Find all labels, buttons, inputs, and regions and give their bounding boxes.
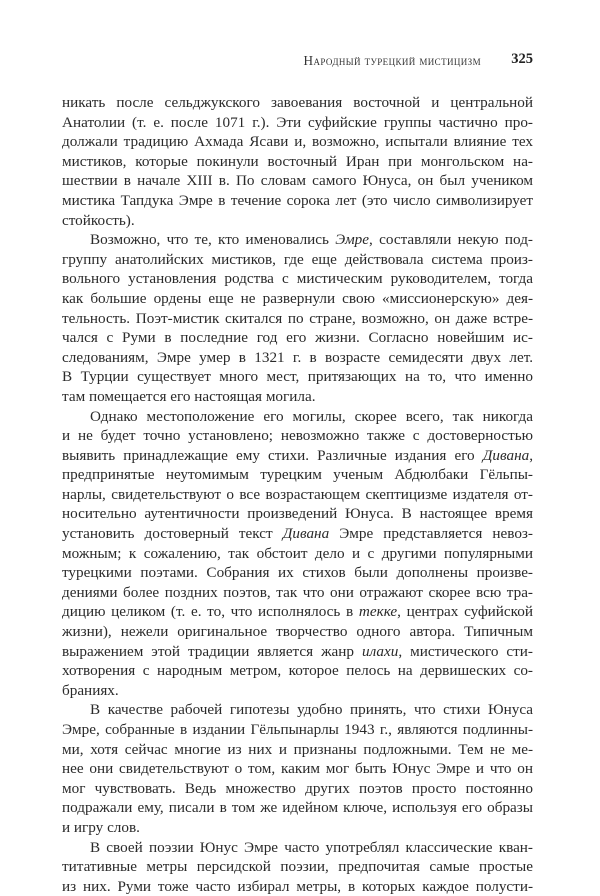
text-line: [62, 191, 533, 211]
text-line: [62, 309, 533, 329]
text-line: [62, 328, 533, 348]
text-run: мистика Тапдука Эмре в течение сорока лет (это число символизирует: [62, 191, 533, 209]
paragraph: [62, 700, 533, 837]
text-run: В своей поэзии Юнус Эмре часто употреблял классические кван-: [90, 838, 533, 856]
text-run: Возможно, что те, кто именовались: [90, 231, 336, 249]
text-run: группу анатолийских мистиков, где еще действовала система произ-: [62, 250, 533, 268]
text-line: [62, 93, 533, 113]
running-header: [62, 51, 533, 71]
paragraph: [62, 230, 533, 406]
text-run: Эмре, собранные в издании Гёльпынарлы 1943 г., являются подлинны-: [62, 721, 533, 738]
text-run: носительно аутентичности произведений Юнуса. В настоящее время: [62, 505, 533, 523]
text-run: никать после сельджукского завоевания восточной и центральной: [62, 94, 533, 111]
page-number: 325: [511, 51, 533, 67]
text-line: [62, 407, 533, 427]
text-line: [62, 113, 533, 133]
text-run: мог чувствовать. Ведь множество других поэтов просто постоянно: [62, 779, 533, 797]
text-run: как большие ордены еще не развернули свою «миссионерскую» дея-: [62, 289, 533, 307]
text-run: , мистического сти-: [398, 642, 533, 660]
text-line: [62, 387, 533, 407]
text-run: выявить принадлежащие ему стихи. Различные издания его: [62, 446, 483, 464]
text-line: [62, 681, 533, 701]
italic-term: Дивана: [282, 525, 330, 543]
text-run: турецкими поэтами. Собрания их стихов были дополнены произве-: [62, 564, 533, 582]
text-line: [62, 544, 533, 564]
text-line: [62, 563, 533, 583]
text-line: [62, 250, 533, 270]
text-run: установить достоверный текст: [62, 525, 283, 543]
text-line: [62, 171, 533, 191]
text-line: [62, 642, 533, 662]
text-line: [62, 289, 533, 309]
text-run: там помещается его настоящая могила.: [62, 387, 316, 405]
text-line: [62, 602, 533, 622]
body-text: [62, 93, 533, 896]
text-line: [62, 818, 533, 838]
text-run: и игру слов.: [62, 818, 140, 836]
text-line: [62, 132, 533, 152]
text-run: можным; к сожалению, так обстоит дело и с другими популярными: [62, 544, 533, 562]
text-run: шествии в начале XIII в. По словам самого Юнуса, он был учеником: [62, 172, 533, 190]
italic-term: Эмре: [335, 231, 370, 249]
text-line: [62, 759, 533, 779]
text-line: [62, 524, 533, 544]
text-line: [62, 720, 533, 740]
text-run: , составляли некую под-: [369, 231, 533, 249]
text-run: должали традицию Ахмада Ясави и, возможно, испытали влияние тех: [62, 133, 533, 151]
text-run: жизни), нежели оригинальное творчество одного автора. Типичным: [62, 623, 533, 641]
text-line: [62, 622, 533, 642]
italic-term: илахи: [361, 642, 399, 660]
text-line: [62, 446, 533, 466]
text-run: нее они свидетельствуют о том, каким мог быть Юнус Эмре и что он: [62, 760, 533, 778]
text-line: [62, 348, 533, 368]
text-run: , центрах суфийской: [397, 603, 533, 621]
text-line: [62, 857, 533, 877]
text-line: [62, 230, 533, 250]
paragraph: [62, 93, 533, 230]
text-run: нарлы, свидетельствуют о все возрастающем скептицизме издателя от-: [62, 485, 533, 503]
text-run: выражением этой традиции является жанр: [62, 642, 362, 660]
text-run: хотворения с народным метром, которое пелось на дервишеских со-: [62, 662, 533, 680]
text-run: предпринятые неутомимым турецким ученым Абдюлбаки Гёльпы-: [62, 466, 533, 484]
text-run: титативные метры персидской поэзии, предпочитая самые простые: [62, 858, 533, 876]
text-run: чался с Руми в последние год его жизни. Согласно новейшим ис-: [62, 329, 533, 347]
text-line: [62, 700, 533, 720]
text-line: [62, 367, 533, 387]
text-line: [62, 798, 533, 818]
paragraph: [62, 838, 533, 896]
text-run: дицию целиком (т. е. то, что исполнялось в: [62, 603, 359, 621]
text-run: тельность. Поэт-мистик скитался по стране, возможно, он даже встре-: [62, 309, 533, 327]
text-line: [62, 877, 533, 896]
text-run: из них. Руми тоже часто избирал метры, в которых каждое полусти-: [62, 877, 533, 895]
text-run: подражали ему, писали в том же идейном ключе, используя его образы: [62, 799, 533, 817]
text-line: [62, 426, 533, 446]
text-run: вольного установления родства с мистическим руководителем, тогда: [62, 270, 533, 288]
text-line: [62, 152, 533, 172]
text-run: браниях.: [62, 681, 119, 699]
text-run: и не будет точно установлено; невозможно также с достоверностью: [62, 427, 533, 445]
text-line: [62, 779, 533, 799]
text-run: ми, хотя сейчас многие из них и признаны подложными. Тем не ме-: [62, 740, 533, 758]
text-line: [62, 661, 533, 681]
text-run: В Турции существует много мест, притязающих на то, что именно: [62, 368, 533, 386]
running-title: Народный турецкий мистицизм: [303, 53, 481, 68]
text-line: [62, 504, 533, 524]
text-line: [62, 838, 533, 858]
text-run: Анатолии (т. е. после 1071 г.). Эти суфийские группы частично про-: [62, 113, 533, 131]
text-line: [62, 485, 533, 505]
text-run: Однако местоположение его могилы, скорее всего, так никогда: [90, 407, 533, 425]
text-line: [62, 740, 533, 760]
text-line: [62, 465, 533, 485]
text-line: [62, 211, 533, 231]
text-run: ,: [529, 446, 533, 464]
italic-term: Дивана: [482, 446, 530, 464]
text-run: мистиков, которые покинули восточный Иран при монгольском на-: [62, 152, 533, 170]
text-run: следованиям, Эмре умер в 1321 г. в возрасте семидесяти двух лет.: [62, 348, 533, 366]
text-line: [62, 269, 533, 289]
text-line: [62, 583, 533, 603]
text-run: В качестве рабочей гипотезы удобно принять, что стихи Юнуса: [90, 701, 533, 719]
text-run: дениями более поздних поэтов, так что они отражают скорее всю тра-: [62, 583, 533, 601]
italic-term: текке: [358, 603, 398, 621]
text-run: стойкость).: [62, 211, 135, 229]
paragraph: [62, 407, 533, 701]
text-run: Эмре представляется невоз-: [329, 525, 533, 543]
